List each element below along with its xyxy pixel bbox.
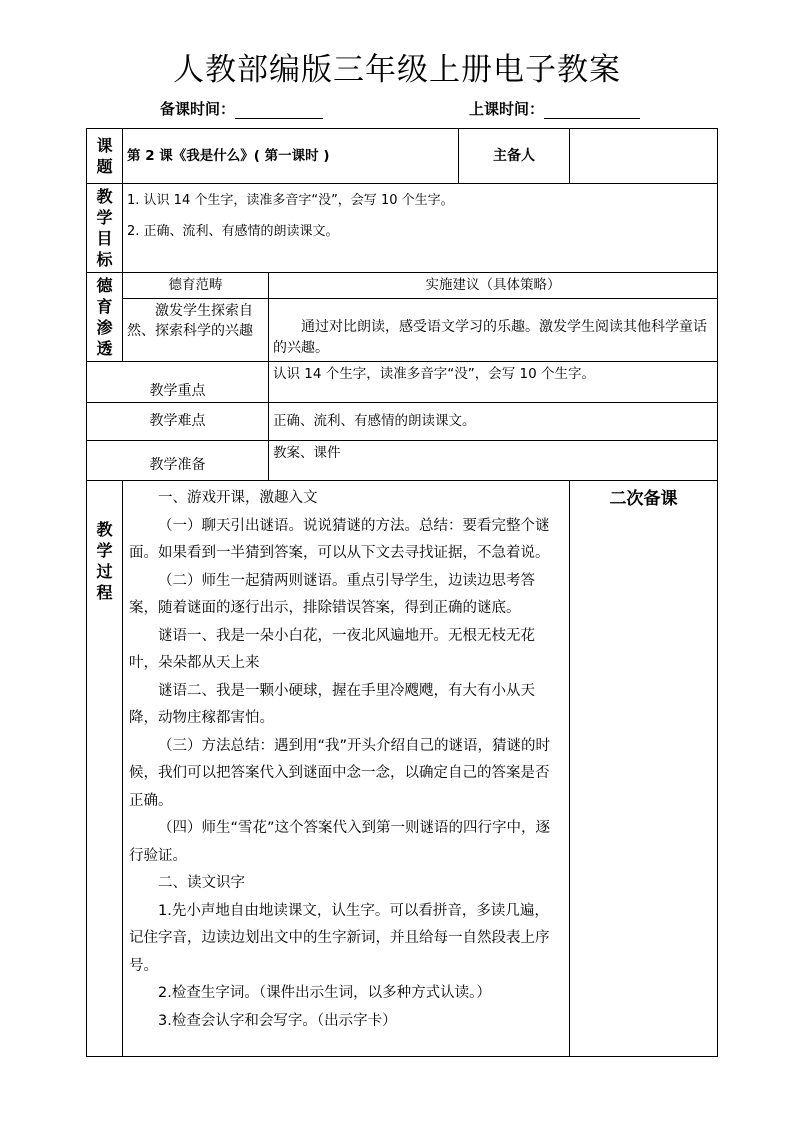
process-paragraph: 一、游戏开课，激趣入文 <box>158 490 318 506</box>
prep-time-label: 备课时间： <box>160 100 236 118</box>
process-paragraph: 谜语二、我是一颗小硬球，握在手里冷飕飕，有大有小从天降，动物庄稼都害怕。 <box>129 682 535 726</box>
difficulty-label: 教学难点 <box>87 403 269 441</box>
process-paragraph: （二）师生一起猜两则谜语。重点引导学生，边读边思考答案，随着谜面的逐行出示，排除错误答案，得到正确的谜底。 <box>129 572 535 616</box>
process-content <box>123 481 570 1057</box>
class-time-field <box>469 98 640 119</box>
class-time-label: 上课时间： <box>469 100 545 118</box>
topic-label: 课 题 <box>87 129 123 184</box>
moral-col2-header: 实施建议（具体策略） <box>269 273 718 299</box>
lead-prep-value <box>570 129 718 184</box>
second-prep-label: 二次备课 <box>570 481 718 1057</box>
prep-time-blank <box>235 102 323 119</box>
process-paragraph: 二、读文识字 <box>158 875 245 891</box>
process-paragraph: 2.检查生字词。（课件出示生词，以多种方式认读。） <box>158 985 491 1001</box>
process-paragraph: 1.先小声地自由地读课文，认生字。可以看拼音，多读几遍，记住字音，边读边划出文中的生字新词，并且给每一自然段表上序号。 <box>129 902 550 974</box>
topic-value: 第 2 课《我是什么》( 第一课时 ) <box>123 129 459 184</box>
prep-value: 教案、课件 <box>269 441 718 481</box>
class-time-blank <box>544 102 640 119</box>
process-paragraph: 谜语一、我是一朵小白花，一夜北风遍地开。无根无枝无花叶，朵朵都从天上来 <box>129 627 535 671</box>
prep-time-field <box>160 98 323 119</box>
process-paragraph: （三）方法总结：遇到用“我”开头介绍自己的谜语，猜谜的时候，我们可以把答案代入到谜面中念一念，以确定自己的答案是否正确。 <box>129 737 551 809</box>
lesson-plan-table <box>86 128 718 1057</box>
lead-prep-label: 主备人 <box>459 129 570 184</box>
key-value: 认识 14 个生字，读准多音字“没”，会写 10 个生字。 <box>269 362 718 403</box>
moral-col1-header: 德育范畴 <box>123 273 269 299</box>
prep-label: 教学准备 <box>87 441 269 481</box>
goal-item: 2. 正确、流利、有感情的朗读课文。 <box>127 224 339 239</box>
process-paragraph: 3.检查会认字和会写字。（出示字卡） <box>158 1012 397 1029</box>
difficulty-value: 正确、流利、有感情的朗读课文。 <box>269 403 718 441</box>
moral-label: 德 育 渗 透 <box>87 273 123 362</box>
goal-item: 1. 认识 14 个生字，读准多音字“没”，会写 10 个生字。 <box>127 193 454 208</box>
goals-cell <box>123 184 718 273</box>
moral-col1-value: 激发学生探索自然、探索科学的兴趣 <box>123 299 269 362</box>
moral-col2-value: 通过对比朗读，感受语文学习的乐趣。激发学生阅读其他科学童话的兴趣。 <box>269 299 718 362</box>
process-paragraph: （一）聊天引出谜语。说说猜谜的方法。总结：要看完整个谜面。如果看到一半猜到答案，可以从下文去寻找证据，不急着说。 <box>129 517 550 561</box>
process-paragraph: （四）师生“雪花”这个答案代入到第一则谜语的四行字中，逐行验证。 <box>129 820 551 864</box>
document-title: 人教部编版三年级上册电子教案 <box>173 52 621 88</box>
key-label: 教学重点 <box>87 362 269 403</box>
process-label: 教 学 过 程 <box>87 481 123 1057</box>
goals-label: 教 学 目 标 <box>87 184 123 273</box>
